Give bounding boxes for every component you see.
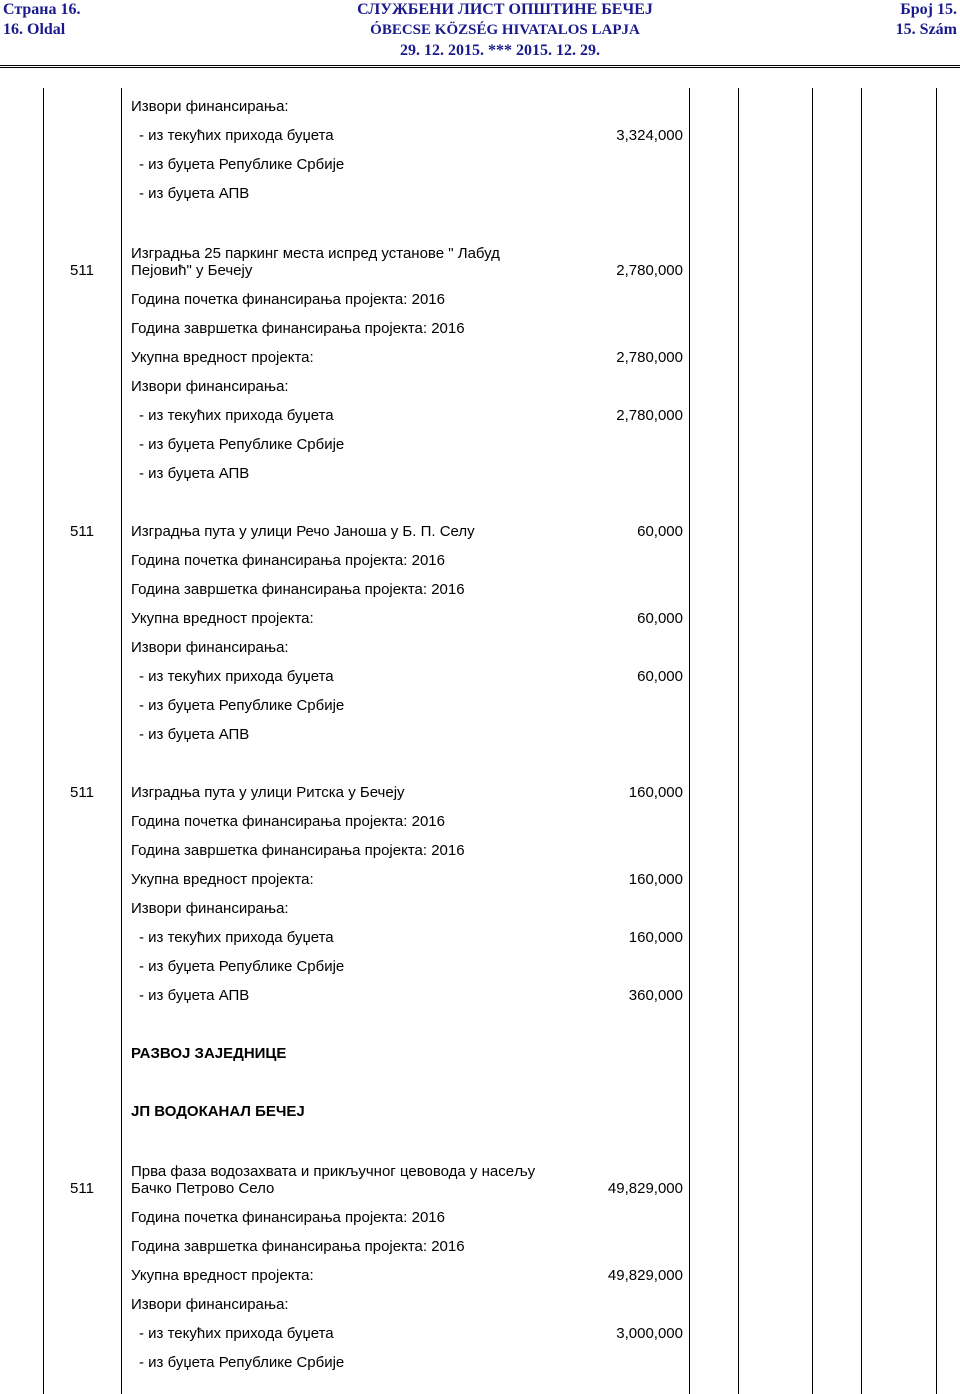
table-row bbox=[0, 573, 960, 602]
table-row bbox=[0, 776, 960, 805]
item-description: - из текућих прихода буџета bbox=[139, 1325, 334, 1342]
table-row bbox=[0, 1008, 960, 1037]
table-row bbox=[0, 283, 960, 312]
item-description: - из буџета Републике Србије bbox=[139, 436, 345, 453]
item-description: - из текућих прихода буџета bbox=[139, 127, 334, 144]
item-amount: 160,000 bbox=[628, 871, 683, 888]
table-row bbox=[0, 177, 960, 206]
item-amount: 3,324,000 bbox=[616, 127, 683, 144]
table-row bbox=[0, 206, 960, 235]
item-amount: 360,000 bbox=[628, 987, 683, 1004]
item-description-line1: Изградња 25 паркинг места испред установе " Лабуд bbox=[131, 245, 500, 262]
journal-title-sr: СЛУЖБЕНИ ЛИСТ ОПШТИНЕ БЕЧЕЈ bbox=[357, 1, 653, 18]
table-row bbox=[0, 1201, 960, 1230]
item-description: Година завршетка финансирања пројекта: 2016 bbox=[131, 320, 465, 337]
item-description: РАЗВОЈ ЗАЈЕДНИЦЕ bbox=[131, 1045, 287, 1062]
table-row bbox=[0, 1124, 960, 1153]
account-code: 511 bbox=[70, 523, 94, 540]
item-description: - из текућих прихода буџета bbox=[139, 407, 334, 424]
item-description: - из буџета Републике Србије bbox=[139, 958, 345, 975]
item-description: - из текућих прихода буџета bbox=[139, 929, 334, 946]
table-row bbox=[0, 689, 960, 718]
table-row bbox=[0, 747, 960, 776]
header-rule-bottom bbox=[0, 67, 960, 68]
item-description: Укупна вредност пројекта: bbox=[131, 349, 314, 366]
issue-date: 29. 12. 2015. *** 2015. 12. 29. bbox=[400, 42, 600, 59]
table-row bbox=[0, 1095, 960, 1124]
table-row bbox=[0, 148, 960, 177]
journal-title-hu: ÓBECSE KÖZSÉG HIVATALOS LAPJA bbox=[370, 22, 640, 38]
item-description: - из буџета Републике Србије bbox=[139, 156, 345, 173]
header-rule-top bbox=[0, 65, 960, 66]
item-amount: 49,829,000 bbox=[607, 1180, 683, 1197]
item-description: Година почетка финансирања пројекта: 2016 bbox=[131, 552, 445, 569]
item-description: Укупна вредност пројекта: bbox=[131, 1267, 314, 1284]
item-description: Извори финансирања: bbox=[131, 98, 289, 115]
item-description: - из буџета АПВ bbox=[139, 987, 250, 1004]
page-number-sr: Страна 16. bbox=[3, 1, 81, 18]
item-description: - из буџета Републике Србије bbox=[139, 697, 345, 714]
table-row bbox=[0, 1037, 960, 1066]
item-description: Изградња пута у улици Речо Јаноша у Б. П. Селу bbox=[131, 523, 475, 540]
table-row bbox=[0, 457, 960, 486]
table-row bbox=[0, 660, 960, 689]
table-row bbox=[0, 892, 960, 921]
table-row bbox=[0, 602, 960, 631]
table-row bbox=[0, 631, 960, 660]
table-row bbox=[0, 1259, 960, 1288]
item-description: Извори финансирања: bbox=[131, 900, 289, 917]
item-description: ЈП ВОДОКАНАЛ БЕЧЕЈ bbox=[131, 1103, 305, 1120]
column-rule bbox=[812, 88, 813, 1394]
item-amount: 3,000,000 bbox=[616, 1325, 683, 1342]
item-description: - из буџета Републике Србије bbox=[139, 1354, 345, 1371]
item-amount: 49,829,000 bbox=[607, 1267, 683, 1284]
column-rule bbox=[121, 88, 122, 1394]
account-code: 511 bbox=[70, 262, 94, 279]
table-row bbox=[0, 1288, 960, 1317]
item-description: Изградња пута у улици Ритска у Бечеју bbox=[131, 784, 405, 801]
table-row bbox=[0, 921, 960, 950]
issue-number-hu: 15. Szám bbox=[895, 21, 957, 38]
table-row bbox=[0, 834, 960, 863]
column-rule bbox=[43, 88, 44, 1394]
item-description: - из текућих прихода буџета bbox=[139, 668, 334, 685]
table-row bbox=[0, 544, 960, 573]
item-description: Извори финансирања: bbox=[131, 639, 289, 656]
table-row bbox=[0, 515, 960, 544]
item-amount: 60,000 bbox=[637, 668, 683, 685]
column-rule bbox=[738, 88, 739, 1394]
item-description bbox=[131, 245, 551, 279]
item-description: Извори финансирања: bbox=[131, 1296, 289, 1313]
table-row bbox=[0, 312, 960, 341]
item-description: - из буџета АПВ bbox=[139, 185, 250, 202]
item-description-line1: Прва фаза водозахвата и прикључног цевовода у насељу bbox=[131, 1163, 536, 1180]
item-description: Укупна вредност пројекта: bbox=[131, 871, 314, 888]
item-amount: 60,000 bbox=[637, 523, 683, 540]
table-row bbox=[0, 718, 960, 747]
table-row bbox=[0, 863, 960, 892]
column-rule bbox=[861, 88, 862, 1394]
column-rule bbox=[689, 88, 690, 1394]
item-description: Година завршетка финансирања пројекта: 2016 bbox=[131, 1238, 465, 1255]
table-row bbox=[0, 950, 960, 979]
item-description: - из буџета АПВ bbox=[139, 465, 250, 482]
table-row bbox=[0, 428, 960, 457]
table-row bbox=[0, 1066, 960, 1095]
item-description: Извори финансирања: bbox=[131, 378, 289, 395]
table-row bbox=[0, 1230, 960, 1259]
item-amount: 2,780,000 bbox=[616, 407, 683, 424]
table-row bbox=[0, 370, 960, 399]
table-row bbox=[0, 486, 960, 515]
table-row bbox=[0, 341, 960, 370]
item-description: Година завршетка финансирања пројекта: 2016 bbox=[131, 581, 465, 598]
item-description: - из буџета АПВ bbox=[139, 726, 250, 743]
item-amount: 160,000 bbox=[628, 929, 683, 946]
account-code: 511 bbox=[70, 784, 94, 801]
item-description: Година почетка финансирања пројекта: 2016 bbox=[131, 291, 445, 308]
table-row bbox=[0, 805, 960, 834]
account-code: 511 bbox=[70, 1180, 94, 1197]
item-description: Година завршетка финансирања пројекта: 2016 bbox=[131, 842, 465, 859]
item-description-line2: Бачко Петрово Село bbox=[131, 1180, 275, 1197]
table-row bbox=[0, 1317, 960, 1346]
item-amount: 2,780,000 bbox=[616, 349, 683, 366]
page-number-hu: 16. Oldal bbox=[3, 21, 66, 38]
item-description: Година почетка финансирања пројекта: 2016 bbox=[131, 1209, 445, 1226]
table-row bbox=[0, 1153, 960, 1201]
table-row bbox=[0, 235, 960, 283]
item-description-line2: Пејовић" у Бечеју bbox=[131, 262, 253, 279]
table-row bbox=[0, 399, 960, 428]
table-row bbox=[0, 1346, 960, 1375]
item-amount: 2,780,000 bbox=[616, 262, 683, 279]
column-rule bbox=[936, 88, 937, 1394]
issue-number-sr: Број 15. bbox=[900, 1, 957, 18]
table-row bbox=[0, 979, 960, 1008]
item-description bbox=[131, 1163, 551, 1197]
item-description: Укупна вредност пројекта: bbox=[131, 610, 314, 627]
item-description: Година почетка финансирања пројекта: 2016 bbox=[131, 813, 445, 830]
item-amount: 60,000 bbox=[637, 610, 683, 627]
table-row bbox=[0, 119, 960, 148]
table-row bbox=[0, 90, 960, 119]
item-amount: 160,000 bbox=[628, 784, 683, 801]
